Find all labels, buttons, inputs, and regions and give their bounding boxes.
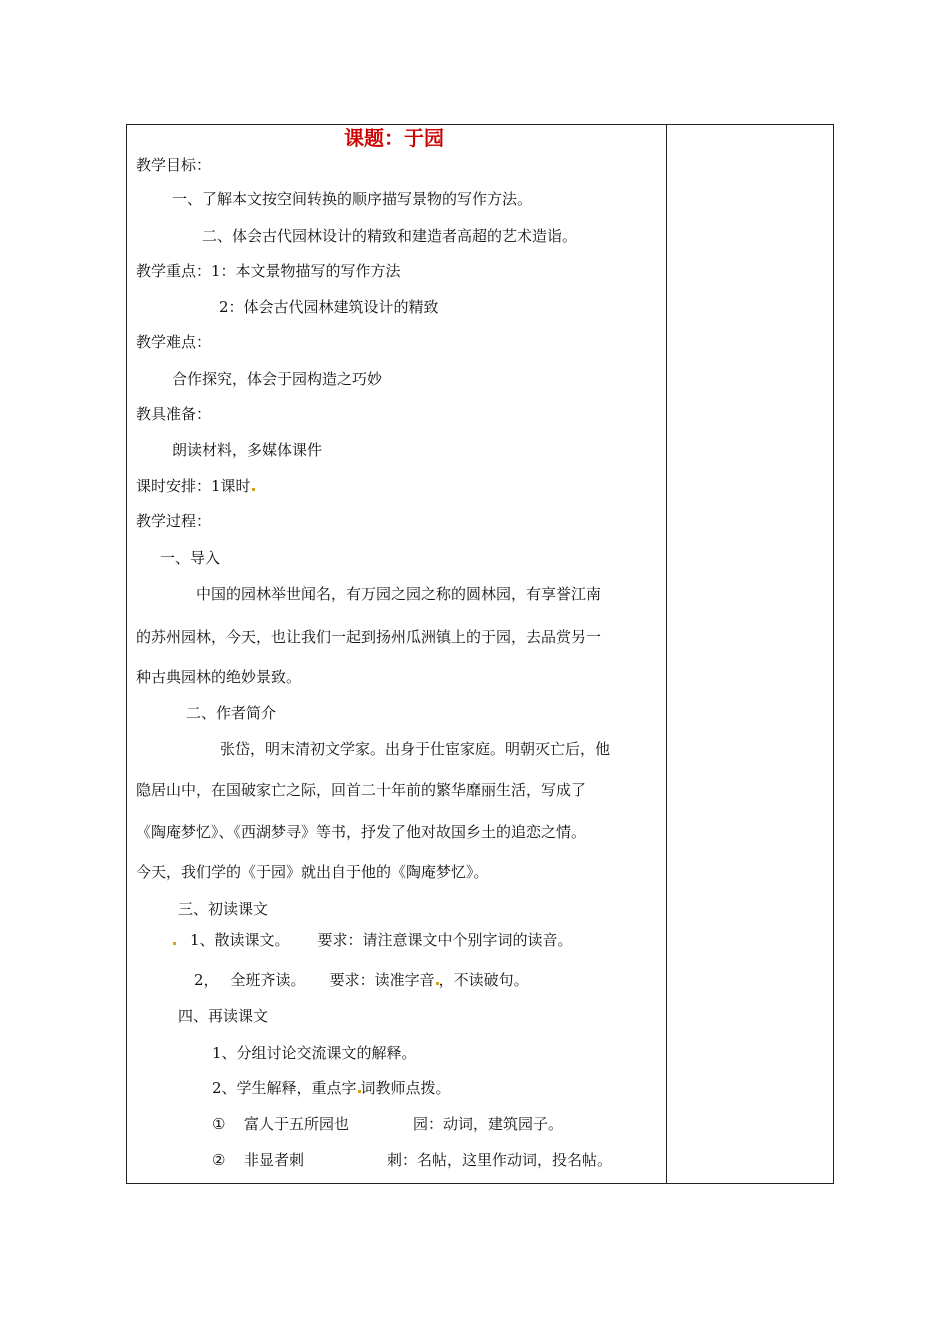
glossary-number: ② (212, 1151, 226, 1169)
second-reading-item (212, 1078, 451, 1098)
paragraph-line: 张岱，明末清初文学家。出身于仕宦家庭。明朝灭亡后，他 (220, 740, 611, 758)
glossary-phrase: 非显者刺 (244, 1151, 305, 1169)
paragraph-line: 种古典园林的绝妙景致。 (136, 668, 302, 686)
glossary-note: 园：动词，建筑园子。 (413, 1115, 564, 1133)
key-point-item: 1：本文景物描写的写作方法 (211, 262, 401, 280)
materials-heading: 教具准备： (136, 405, 212, 423)
highlight-mark (173, 942, 176, 945)
difficulties-heading: 教学难点： (136, 333, 212, 351)
second-reading-item: 1、分组讨论交流课文的解释。 (212, 1044, 417, 1062)
schedule-text: 课时安排：1课时 (136, 477, 251, 495)
item-text: 2、学生解释，重点字 (212, 1079, 357, 1097)
glossary-phrase: 富人于五所园也 (244, 1115, 350, 1133)
item-requirement: 要求：请注意课文中个别字词的读音。 (317, 931, 573, 949)
objectives-heading: 教学目标： (136, 156, 212, 174)
paragraph-line: 《陶庵梦忆》、《西湖梦寻》等书，抒发了他对故国乡土的追恋之情。 (136, 823, 587, 841)
highlight-mark (252, 488, 255, 491)
item-label: 2， (194, 971, 219, 989)
schedule-line (136, 476, 255, 496)
paragraph-line: 隐居山中，在国破家亡之际，回首二十年前的繁华靡丽生活，写成了 (136, 781, 587, 799)
glossary-note: 刺：名帖，这里作动词，投名帖。 (387, 1151, 613, 1169)
notes-column (667, 125, 833, 1183)
paragraph-line: 今天，我们学的《于园》就出自于他的《陶庵梦忆》。 (136, 863, 489, 881)
page-title: 课题：于园 (344, 126, 444, 150)
glossary-number: ① (212, 1115, 226, 1133)
key-point-item: 2：体会古代园林建筑设计的精致 (219, 298, 439, 316)
objective-item: 一、了解本文按空间转换的顺序描写景物的写作方法。 (172, 190, 533, 208)
item-requirement-rest: ，不读破句。 (438, 971, 529, 989)
item-action: 全班齐读。 (230, 971, 306, 989)
second-reading-heading: 四、再读课文 (178, 1007, 269, 1025)
first-reading-item (172, 930, 573, 950)
process-heading: 教学过程： (136, 512, 212, 530)
first-reading-item (194, 970, 529, 990)
difficulties-content: 合作探究，体会于园构造之巧妙 (172, 370, 383, 388)
paragraph-line: 中国的园林举世闻名，有万园之园之称的圆林园，有享誉江南 (196, 585, 602, 603)
item-requirement: 要求：读准字音 (329, 971, 435, 989)
first-reading-heading: 三、初读课文 (178, 900, 269, 918)
materials-content: 朗读材料，多媒体课件 (172, 441, 323, 459)
paragraph-line: 的苏州园林，今天，也让我们一起到扬州瓜洲镇上的于园，去品赏另一 (136, 628, 602, 646)
key-points-heading: 教学重点： (136, 262, 212, 280)
intro-heading: 一、导入 (160, 549, 221, 567)
objective-item: 二、体会古代园林设计的精致和建造者高超的艺术造诣。 (202, 227, 578, 245)
author-heading: 二、作者简介 (186, 704, 277, 722)
item-text-rest: 词教师点拨。 (360, 1079, 451, 1097)
item-label: 1、散读课文。 (190, 931, 290, 949)
